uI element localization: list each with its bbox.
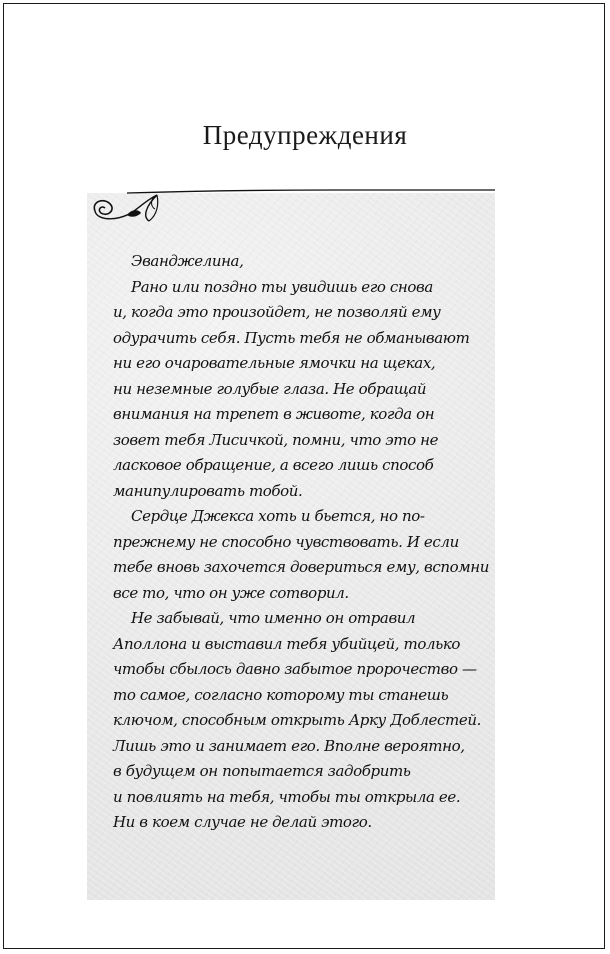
letter-line: Рано или поздно ты увидишь его снова	[131, 277, 433, 296]
letter-line: внимания на трепет в животе, когда он	[113, 405, 435, 423]
letter-line: ключом, способным открыть Арку Доблестей.	[113, 711, 481, 729]
chapter-title: Предупреждения	[202, 120, 408, 150]
flourish-ornament-icon	[87, 187, 497, 231]
letter-line: все то, что он уже сотворил.	[113, 583, 349, 602]
letter-line: то самое, согласно которому ты станешь	[113, 685, 449, 704]
letter-line: прежнему не способно чувствовать. И если	[113, 532, 459, 551]
letter-line: Ни в коем случае не делай этого.	[113, 813, 372, 831]
letter-line: ласковое обращение, а всего лишь способ	[113, 456, 434, 474]
letter-line: Эванджелина,	[131, 252, 244, 270]
letter-line: и повлиять на тебя, чтобы ты открыла ее.	[113, 787, 461, 806]
letter-line: тебе вновь захочется довериться ему, вспомни	[113, 558, 490, 576]
letter-line: ни неземные голубые глаза. Не обращай	[113, 379, 427, 398]
letter-line: чтобы сбылось давно забытое пророчество —	[113, 660, 477, 678]
letter-line: манипулировать тобой.	[113, 481, 303, 500]
letter-line: одурачить себя. Пусть тебя не обманывают	[113, 328, 470, 347]
letter-line: и, когда это произойдет, не позволяй ему	[113, 303, 441, 321]
letter-line: Сердце Джекса хоть и бьется, но по-	[131, 507, 425, 525]
letter-body	[113, 249, 493, 836]
letter-line: ни его очаровательные ямочки на щеках,	[113, 354, 436, 372]
letter-line: Аполлона и выставил тебя убийцей, только	[113, 634, 461, 653]
letter-line: Не забывай, что именно он отравил	[131, 609, 416, 627]
letter-line: Лишь это и занимает его. Вполне вероятно,	[113, 736, 465, 755]
letter-line: в будущем он попытается задобрить	[113, 762, 411, 780]
letter-line: зовет тебя Лисичкой, помни, что это не	[113, 430, 439, 449]
